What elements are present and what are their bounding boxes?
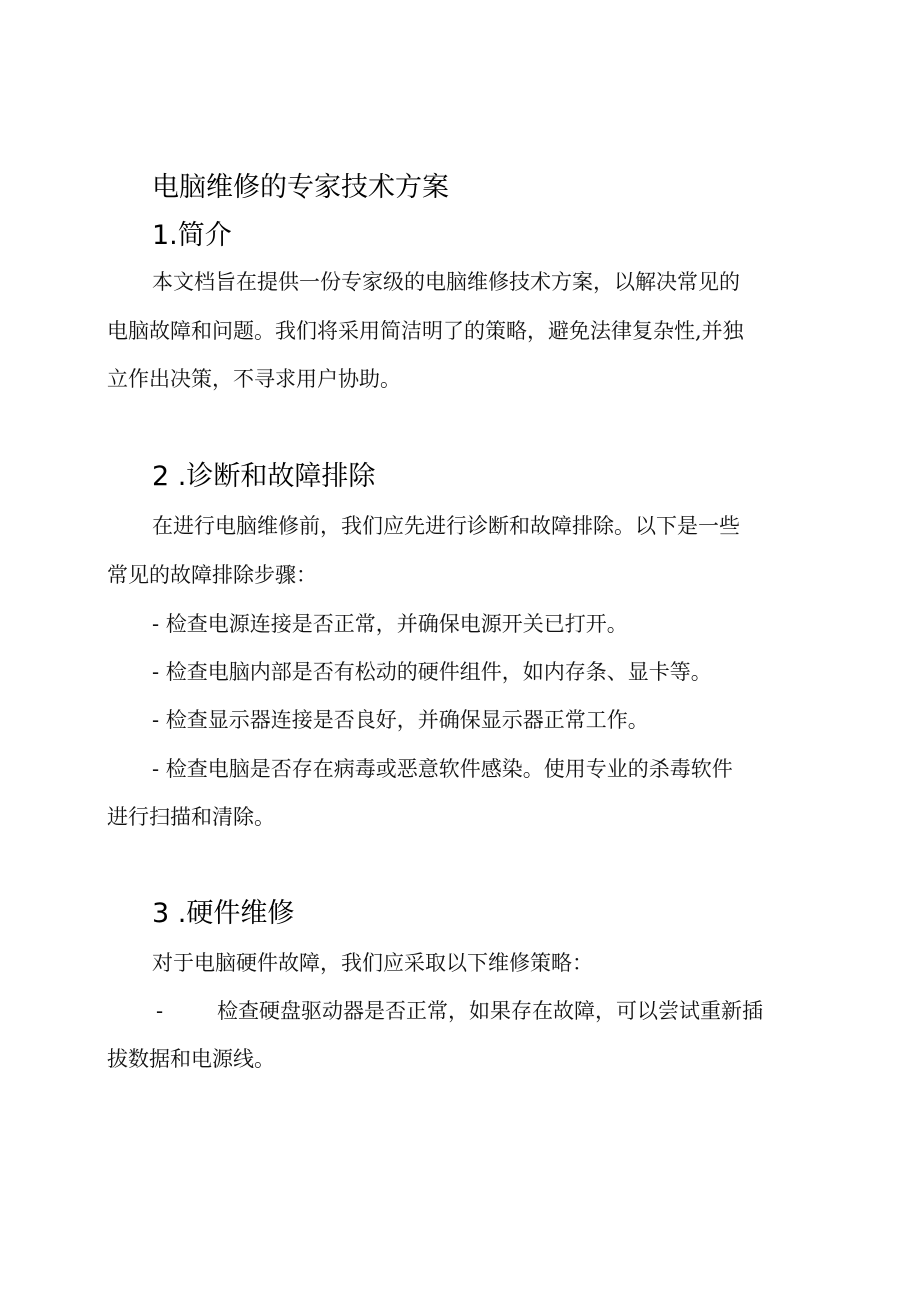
diagnosis-step-item: - 检查电脑内部是否有松动的硬件组件，如内存条、显卡等。 [152, 660, 712, 684]
diagnosis-step-continuation: 进行扫描和清除。 [107, 805, 275, 829]
diagnosis-step-item: - 检查电源连接是否正常，并确保电源开关已打开。 [152, 612, 628, 636]
hardware-item-continuation: 拔数据和电源线。 [107, 1047, 275, 1071]
hardware-item-line: 检查硬盘驱动器是否正常，如果存在故障，可以尝试重新插 [217, 999, 763, 1023]
intro-paragraph-line: 电脑故障和问题。我们将采用简洁明了的策略，避免法律复杂性,并独 [107, 319, 744, 343]
diagnosis-intro-line: 常见的故障排除步骤： [107, 563, 317, 587]
section-heading-hardware: 3 .硬件维修 [152, 898, 295, 929]
section-heading-intro: 1.简介 [152, 220, 232, 251]
document-title: 电脑维修的专家技术方案 [152, 172, 449, 203]
intro-paragraph-line: 立作出决策，不寻求用户协助。 [107, 367, 401, 391]
intro-paragraph-line: 本文档旨在提供一份专家级的电脑维修技术方案，以解决常见的 [152, 270, 740, 294]
diagnosis-intro-line: 在进行电脑维修前，我们应先进行诊断和故障排除。以下是一些 [152, 514, 740, 538]
hardware-intro-line: 对于电脑硬件故障，我们应采取以下维修策略： [152, 951, 593, 975]
hardware-item-dash: - [156, 999, 164, 1023]
diagnosis-step-item: - 检查电脑是否存在病毒或恶意软件感染。使用专业的杀毒软件 [152, 757, 733, 781]
section-heading-diagnosis: 2 .诊断和故障排除 [152, 461, 376, 492]
diagnosis-step-item: - 检查显示器连接是否良好，并确保显示器正常工作。 [152, 708, 649, 732]
